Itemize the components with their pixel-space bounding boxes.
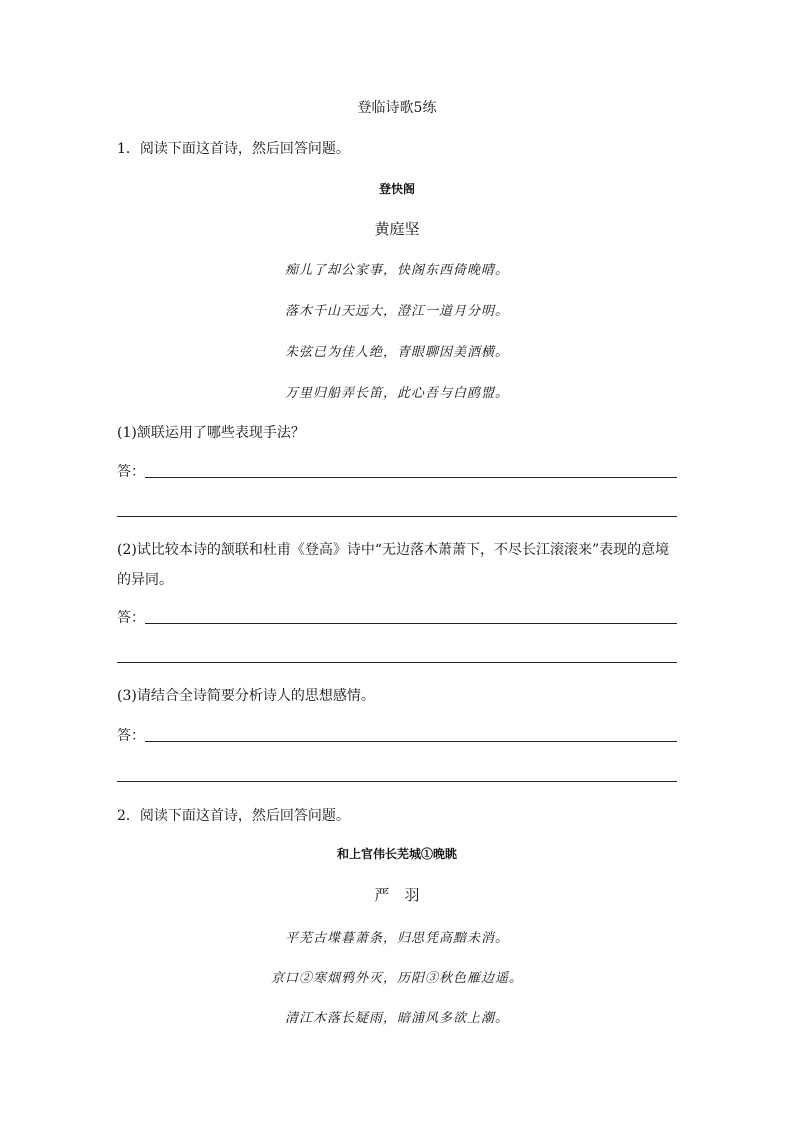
question-1-prompt: 1．阅读下面这首诗，然后回答问题。 xyxy=(117,141,350,157)
poem-2-line: 平芜古堞暮萧条，归思凭高黯未消。 xyxy=(284,931,509,946)
poem-2-line: 清江木落长疑雨，暗浦风多欲上潮。 xyxy=(284,1011,509,1026)
answer-line-3[interactable] xyxy=(117,725,677,745)
poem-2-title: 和上官伟长芜城①晚眺 xyxy=(336,847,457,861)
poem-1-author: 黄庭坚 xyxy=(374,220,420,238)
poem-2-line: 京口②寒烟鸦外灭，历阳③秋色雁边遥。 xyxy=(270,971,523,986)
sub-question-3: (3)请结合全诗简要分析诗人的思想感情。 xyxy=(117,688,375,704)
poem-1-title: 登快阁 xyxy=(378,182,415,196)
answer-label: 答： xyxy=(117,728,145,744)
poem-1-line: 落木千山天远大，澄江一道月分明。 xyxy=(284,304,509,319)
question-2-prompt: 2．阅读下面这首诗，然后回答问题。 xyxy=(117,808,350,824)
poem-1-line: 万里归船弄长笛，此心吾与白鸥盟。 xyxy=(284,386,509,401)
answer-underline xyxy=(145,477,677,478)
answer-line-1[interactable] xyxy=(117,461,677,481)
answer-label: 答： xyxy=(117,610,145,626)
answer-blank-line[interactable] xyxy=(117,662,677,663)
poem-1-line: 朱弦已为佳人绝，青眼聊因美酒横。 xyxy=(284,345,509,360)
poem-1-line: 痴儿了却公家事，快阁东西倚晚晴。 xyxy=(284,263,509,278)
sub-question-1: (1)颔联运用了哪些表现手法？ xyxy=(117,425,305,441)
sub-question-2: (2)试比较本诗的颔联和杜甫《登高》诗中“无边落木萧萧下，不尽长江滚滚来”表现的意境的异同。 xyxy=(117,542,670,588)
poem-2-author: 严 羽 xyxy=(374,886,420,904)
answer-blank-line[interactable] xyxy=(117,516,677,517)
page-title: 登临诗歌5练 xyxy=(357,100,437,116)
answer-line-2[interactable] xyxy=(117,607,677,627)
answer-underline xyxy=(145,741,677,742)
answer-underline xyxy=(145,623,677,624)
answer-blank-line[interactable] xyxy=(117,781,677,782)
answer-label: 答： xyxy=(117,464,145,480)
